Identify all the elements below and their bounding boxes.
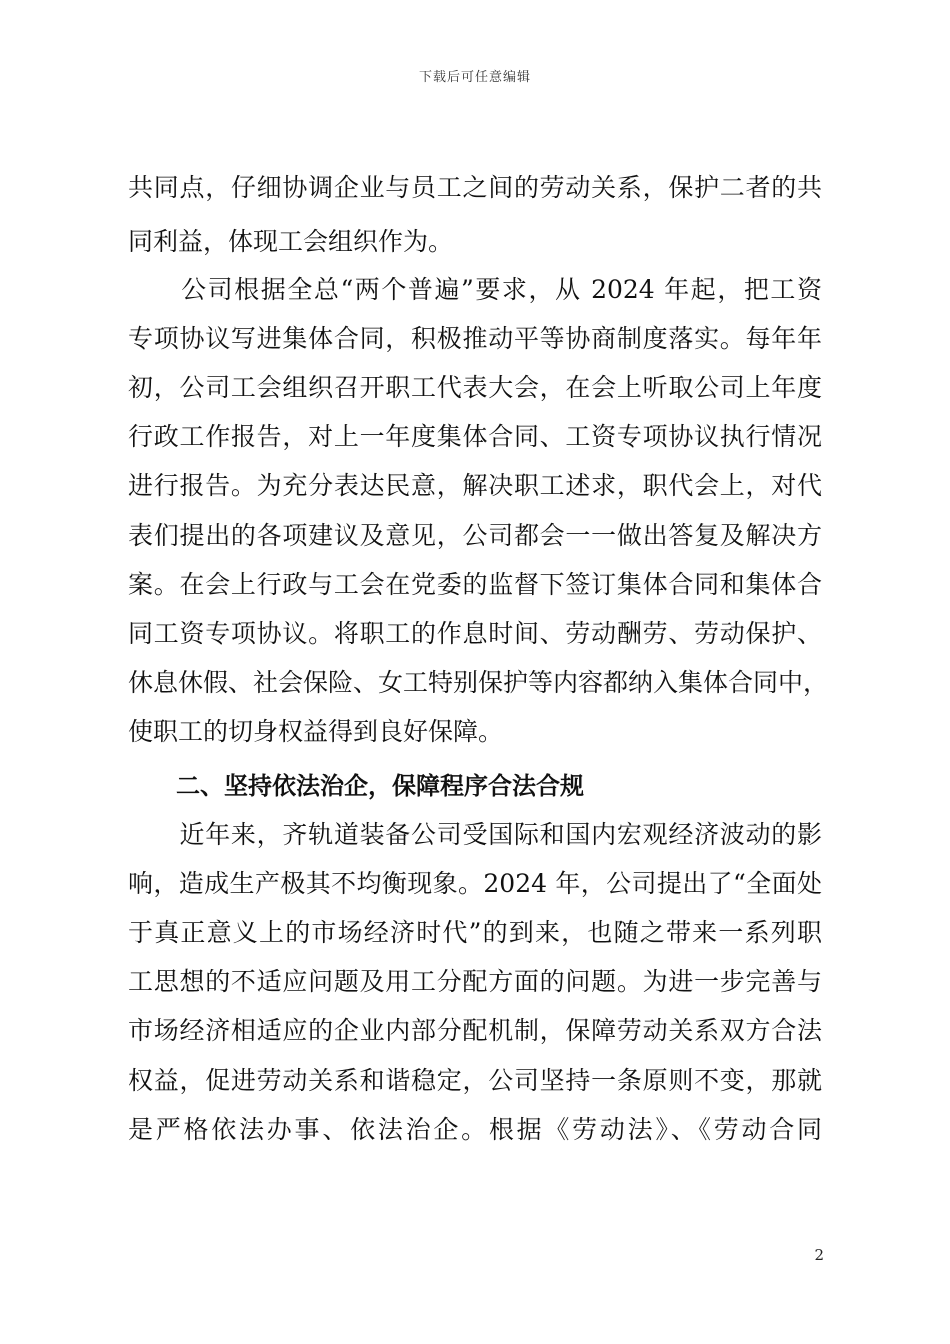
- text-line: 共同点，仔细协调企业与员工之间的劳动关系，保护二者的共: [128, 173, 822, 202]
- page-number: 2: [814, 1246, 824, 1264]
- text-line: 进行报告。为充分表达民意，解决职工述求，职代会上，对代: [128, 471, 822, 500]
- text-line: 行政工作报告，对上一年度集体合同、工资专项协议执行情况: [128, 422, 822, 451]
- text-line: 休息休假、社会保险、女工特别保护等内容都纳入集体合同中，: [128, 668, 829, 697]
- text-line: 初，公司工会组织召开职工代表大会，在会上听取公司上年度: [128, 373, 822, 402]
- text-line: 工思想的不适应问题及用工分配方面的问题。为进一步完善与: [128, 967, 822, 996]
- text-line: 专项协议写进集体合同，积极推动平等协商制度落实。每年年: [128, 324, 822, 353]
- text-line: 近年来，齐轨道装备公司受国际和国内宏观经济波动的影: [128, 820, 822, 849]
- text-line: 表们提出的各项建议及意见，公司都会一一做出答复及解决方: [128, 521, 822, 550]
- text-line: 是严格依法办事、依法治企。根据《劳动法》、《劳动合同: [128, 1115, 822, 1144]
- text-line: 权益，促进劳动关系和谐稳定，公司坚持一条原则不变，那就: [128, 1066, 822, 1095]
- section-heading: 二、坚持依法治企，保障程序合法合规: [128, 772, 584, 800]
- header-note: 下载后可任意编辑: [418, 70, 531, 85]
- text-line: 响，造成生产极其不均衡现象。2024 年，公司提出了“全面处: [128, 869, 822, 898]
- text-line: 使职工的切身权益得到良好保障。: [128, 717, 504, 746]
- text-line: 于真正意义上的市场经济时代”的到来，也随之带来一系列职: [128, 918, 822, 947]
- text-line: 案。在会上行政与工会在党委的监督下签订集体合同和集体合: [128, 570, 822, 599]
- text-line: 同利益，体现工会组织作为。: [128, 227, 454, 256]
- text-line: 市场经济相适应的企业内部分配机制，保障劳动关系双方合法: [128, 1016, 822, 1045]
- text-line: 公司根据全总“两个普遍”要求，从 2024 年起，把工资: [128, 275, 822, 304]
- text-line: 同工资专项协议。将职工的作息时间、劳动酬劳、劳动保护、: [128, 619, 822, 648]
